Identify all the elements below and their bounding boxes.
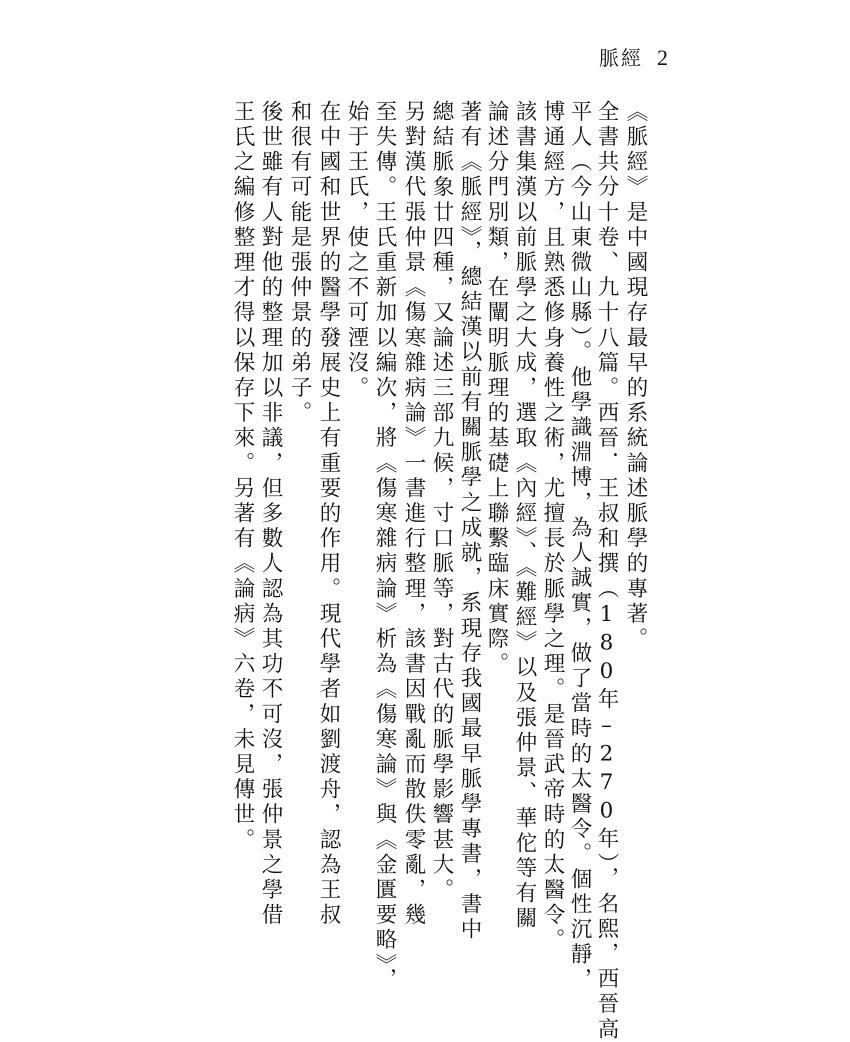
text-column-12: 在中國和世界的醫學發展史上有重要的作用。現代學者如劉渡舟，認為王叔 [316, 100, 341, 929]
running-header [599, 42, 670, 71]
text-column-6: 論述分門別類，在闡明脈理的基礎上聯繫臨床實際。 [484, 100, 509, 678]
text-column-10: 至失傳。王氏重新加以編次，將《傷寒雜病論》析為《傷寒論》與《金匱要略》， [372, 100, 397, 993]
page-number: 2 [657, 45, 670, 70]
text-column-4: 博通經方，且熟悉修身養性之術，尤擅長於脈學之理。是晉武帝時的太醫令。 [540, 100, 565, 954]
text-column-9: 另對漢代張仲景《傷寒雜病論》一書進行整理，該書因戰亂而散佚零亂，幾 [401, 100, 426, 929]
text-column-3: 平人（今山東微山縣）。他學識淵博，為人誠實，做了當時的太醫令。個性沉靜， [567, 100, 592, 993]
text-column-8: 總結脈象廿四種，又論述三部九候，寸口脈等，對古代的脈學影響甚大。 [429, 100, 454, 904]
text-column-15: 王氏之編修整理才得以保存下來。另著有《論病》六卷，未見傳世。 [230, 100, 255, 853]
text-column-5: 該書集漢以前脈學之大成，選取《內經》、《難經》以及張仲景、華佗等有關 [512, 100, 537, 932]
text-column-13: 和很有可能是張仲景的弟子。 [287, 100, 312, 427]
text-column-11: 始于王氏，使之不可湮沒。 [344, 100, 369, 402]
text-column-14: 後世雖有人對他的整理加以非議，但多數人認為其功不可沒，張仲景之學借 [258, 100, 283, 929]
text-column-1: 《脈經》是中國現存最早的系統論述脈學的專著。 [623, 100, 648, 653]
text-column-7: 著有《脈經》，總結漢以前有關脈學之成就，系現存我國最早脈學專書，書中 [457, 100, 482, 943]
section-title: 脈經 [599, 46, 643, 70]
text-column-2: 全書共分十卷、九十八篇。西晉．王叔和撰（180年–270年），名熙，西晉高 [594, 100, 619, 1042]
